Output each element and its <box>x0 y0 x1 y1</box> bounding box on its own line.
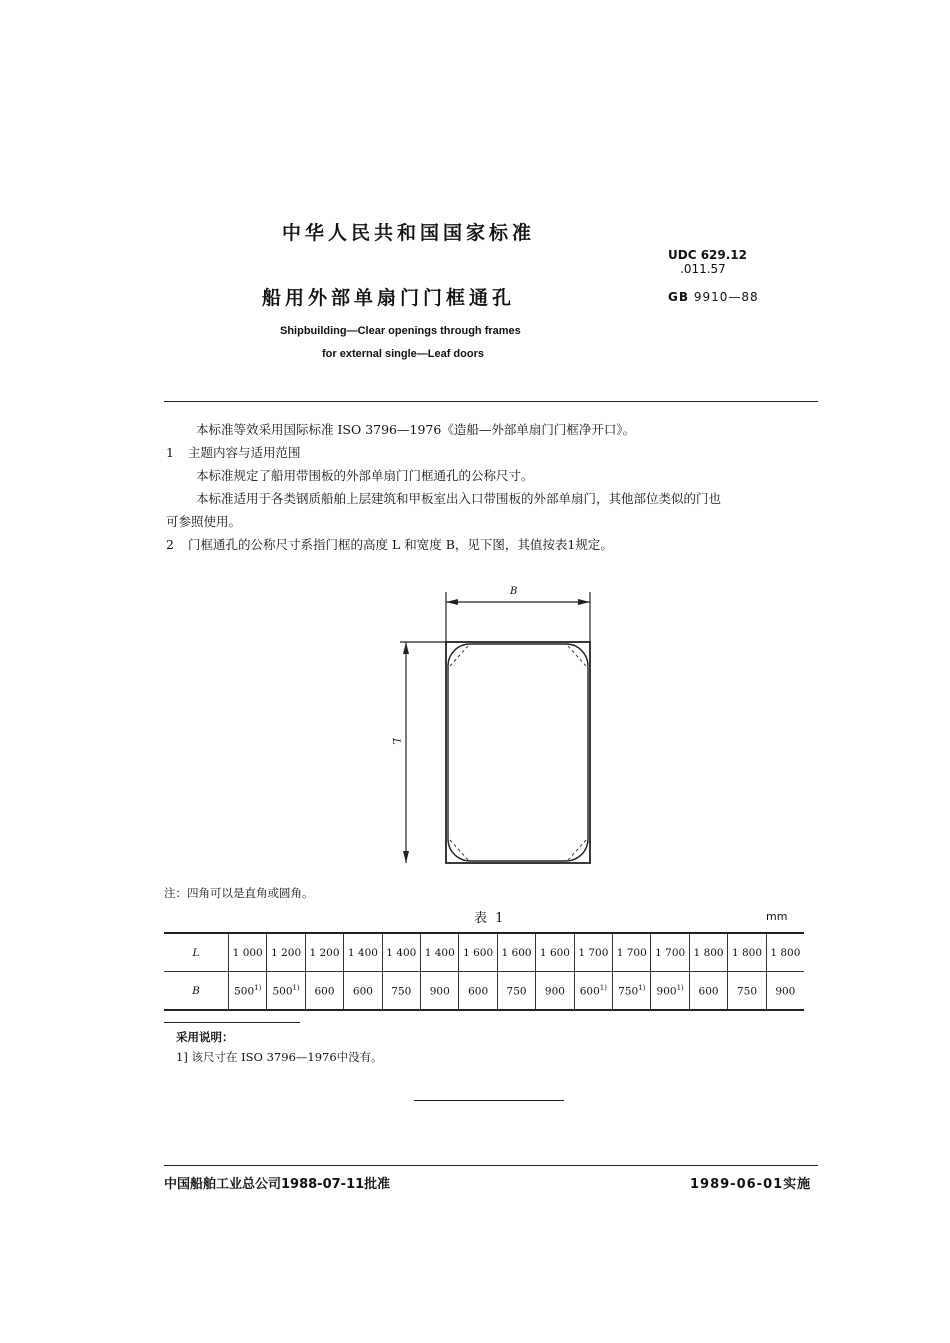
section-1-number: 1 <box>166 445 174 460</box>
b-cell: 600 <box>689 972 727 1011</box>
table-row-b <box>164 972 804 1011</box>
door-frame-diagram <box>390 580 610 870</box>
l-cell: 1 600 <box>459 933 497 972</box>
b-arrow-left <box>446 599 458 605</box>
l-cell: 1 700 <box>613 933 651 972</box>
header-divider <box>164 401 818 402</box>
b-cell: 900 <box>536 972 574 1011</box>
approval-date: 中国船舶工业总公司1988-07-11批准 <box>164 1177 391 1192</box>
l-arrow-top <box>403 642 409 654</box>
l-cell: 1 000 <box>229 933 267 972</box>
b-cell: 600 <box>305 972 343 1011</box>
english-title-line1: Shipbuilding—Clear openings through frames <box>280 325 521 337</box>
end-divider <box>414 1100 564 1101</box>
b-cell: 750 <box>497 972 535 1011</box>
section-2-text: 门框通孔的公称尺寸系指门框的高度 L 和宽度 B，见下图，其值按表1规定。 <box>188 537 613 552</box>
opening-rounded-outline <box>448 644 588 861</box>
section-1-title: 主题内容与适用范围 <box>188 445 301 460</box>
frame-outline <box>446 642 590 863</box>
l-cell: 1 700 <box>651 933 689 972</box>
b-cell: 900$^{1)}$ <box>651 972 689 1011</box>
note-divider <box>164 1022 300 1023</box>
b-cell: 600 <box>459 972 497 1011</box>
english-title-line2: for external single—Leaf doors <box>322 348 484 360</box>
gb-prefix: GB <box>668 290 689 304</box>
section-1-paragraph-1: 本标准规定了船用带围板的外部单扇门门框通孔的公称尺寸。 <box>196 468 534 483</box>
row-label-l: L <box>164 933 229 972</box>
section-1-paragraph-2: 本标准适用于各类钢质船舶上层建筑和甲板室出入口带围板的外部单扇门，其他部位类似的门也 <box>196 491 722 506</box>
b-cell: 600$^{1)}$ <box>574 972 612 1011</box>
l-cell: 1 700 <box>574 933 612 972</box>
corner-dash-tr <box>568 646 586 666</box>
table-caption: 表 1 <box>474 911 506 926</box>
l-cell: 1 600 <box>536 933 574 972</box>
corner-dash-tl <box>450 646 468 666</box>
b-cell: 900 <box>421 972 459 1011</box>
section-1-paragraph-2-cont: 可参照使用。 <box>166 514 242 529</box>
l-cell: 1 200 <box>305 933 343 972</box>
l-cell: 1 400 <box>382 933 420 972</box>
footer-divider <box>164 1165 818 1166</box>
udc-code-line2: .011.57 <box>680 262 726 276</box>
l-cell: 1 600 <box>497 933 535 972</box>
figure-note: 注：四角可以是直角或圆角。 <box>164 886 314 900</box>
gb-standard-number <box>668 290 759 304</box>
table-row-l <box>164 933 804 972</box>
intro-paragraph: 本标准等效采用国际标准 ISO 3796—1976《造船—外部单扇门门框净开口》。 <box>196 422 636 437</box>
udc-code-line1: UDC 629.12 <box>668 248 747 262</box>
corner-dash-br <box>568 840 586 860</box>
b-arrow-right <box>578 599 590 605</box>
l-cell: 1 400 <box>344 933 382 972</box>
l-arrow-bottom <box>403 851 409 863</box>
b-cell: 750 <box>382 972 420 1011</box>
dimension-label-b: B <box>510 586 518 597</box>
adoption-heading: 采用说明： <box>176 1030 234 1044</box>
effective-date: 1989-06-01实施 <box>690 1177 812 1192</box>
b-cell: 750$^{1)}$ <box>613 972 651 1011</box>
dimensions-table <box>164 932 804 1011</box>
b-cell: 500$^{1)}$ <box>229 972 267 1011</box>
section-2-number: 2 <box>166 537 174 552</box>
l-cell: 1 800 <box>728 933 766 972</box>
corner-dash-bl <box>450 840 468 860</box>
l-cell: 1 800 <box>689 933 727 972</box>
b-cell: 750 <box>728 972 766 1011</box>
document-title: 船用外部单扇门门框通孔 <box>262 287 516 309</box>
b-cell: 500$^{1)}$ <box>267 972 305 1011</box>
l-cell: 1 200 <box>267 933 305 972</box>
l-cell: 1 400 <box>421 933 459 972</box>
b-cell: 600 <box>344 972 382 1011</box>
adoption-note: 1] 该尺寸在 ISO 3796—1976中没有。 <box>176 1050 383 1064</box>
row-label-b: B <box>164 972 229 1011</box>
table-unit: mm <box>766 910 788 923</box>
dimension-label-l: L <box>389 738 401 745</box>
gb-number: 9910—88 <box>693 290 759 304</box>
b-cell: 900 <box>766 972 804 1011</box>
national-standard-title: 中华人民共和国国家标准 <box>282 222 536 244</box>
l-cell: 1 800 <box>766 933 804 972</box>
